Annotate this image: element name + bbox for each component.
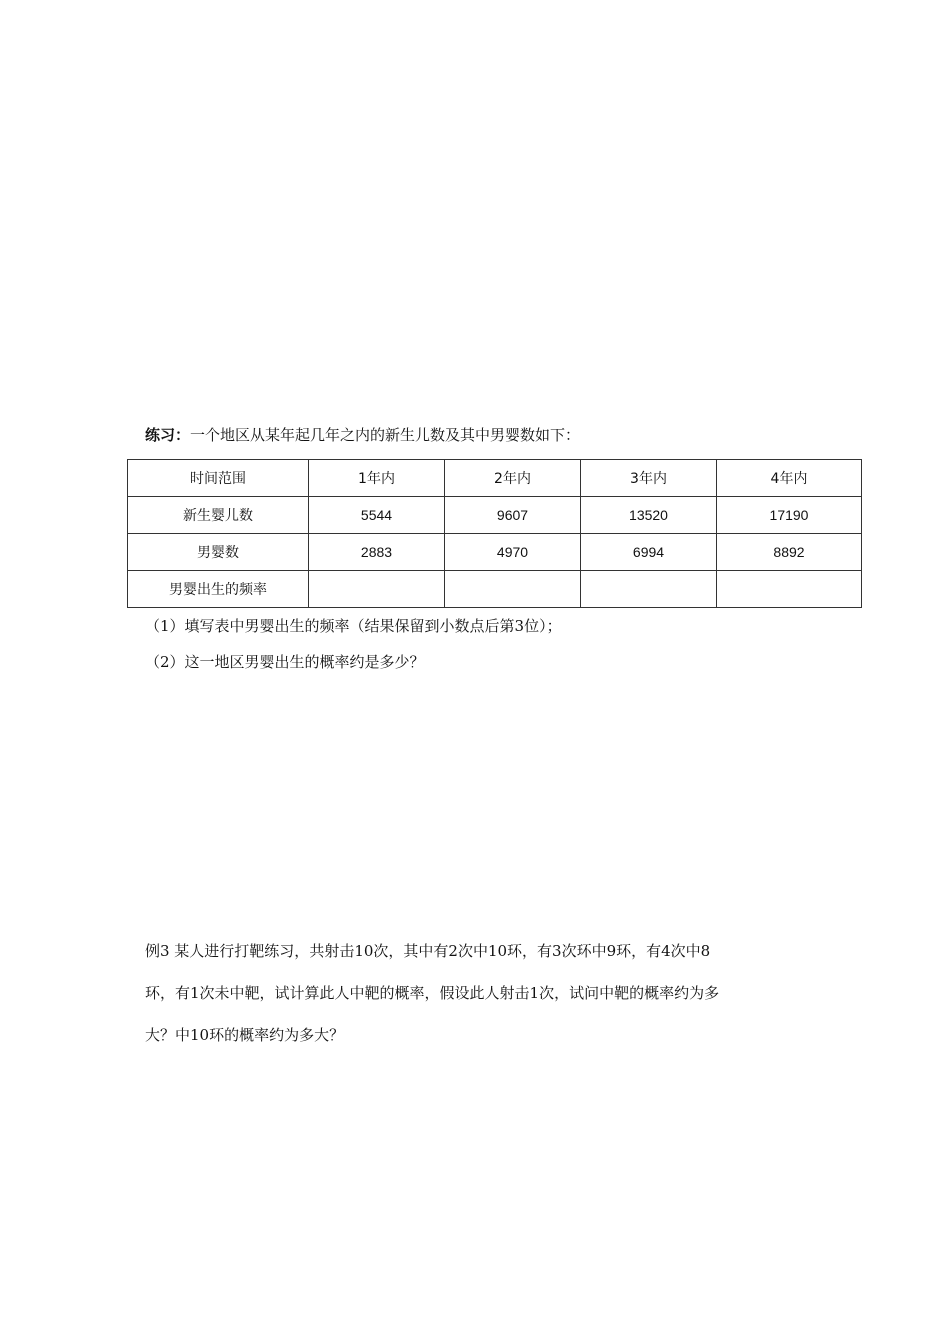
newborns-year-4: 17190 — [717, 497, 862, 534]
header-year-2: 2年内 — [445, 460, 581, 497]
question-2: （2）这一地区男婴出生的概率约是多少？ — [145, 653, 425, 671]
question-1: （1）填写表中男婴出生的频率（结果保留到小数点后第3位）； — [145, 617, 562, 635]
exercise-label: 练习： — [145, 426, 191, 444]
frequency-year-1 — [309, 571, 445, 608]
frequency-year-4 — [717, 571, 862, 608]
table-row-boys — [128, 534, 862, 571]
newborns-year-3: 13520 — [581, 497, 717, 534]
newborns-year-2: 9607 — [445, 497, 581, 534]
birth-data-table — [127, 459, 862, 608]
table-row-newborns — [128, 497, 862, 534]
table-header-row — [128, 460, 862, 497]
boys-year-1: 2883 — [309, 534, 445, 571]
frequency-year-3 — [581, 571, 717, 608]
header-time-range: 时间范围 — [128, 460, 309, 497]
row-label-boys: 男婴数 — [128, 534, 309, 571]
example-3-line-1: 例3 某人进行打靶练习，共射击10次，其中有2次中10环，有3次环中9环，有4次中8 — [145, 942, 711, 960]
example-3-line-3: 大？中10环的概率约为多大？ — [145, 1026, 345, 1044]
header-year-3: 3年内 — [581, 460, 717, 497]
exercise-text: 一个地区从某年起几年之内的新生儿数及其中男婴数如下： — [190, 426, 581, 444]
frequency-year-2 — [445, 571, 581, 608]
newborns-year-1: 5544 — [309, 497, 445, 534]
exercise-heading — [145, 424, 580, 446]
header-year-4: 4年内 — [717, 460, 862, 497]
boys-year-3: 6994 — [581, 534, 717, 571]
boys-year-2: 4970 — [445, 534, 581, 571]
example-3-line-2: 环，有1次未中靶，试计算此人中靶的概率，假设此人射击1次，试问中靶的概率约为多 — [145, 984, 720, 1002]
boys-year-4: 8892 — [717, 534, 862, 571]
example-3 — [145, 930, 810, 1056]
row-label-frequency: 男婴出生的频率 — [128, 571, 309, 608]
header-year-1: 1年内 — [309, 460, 445, 497]
row-label-newborns: 新生婴儿数 — [128, 497, 309, 534]
table-row-frequency — [128, 571, 862, 608]
